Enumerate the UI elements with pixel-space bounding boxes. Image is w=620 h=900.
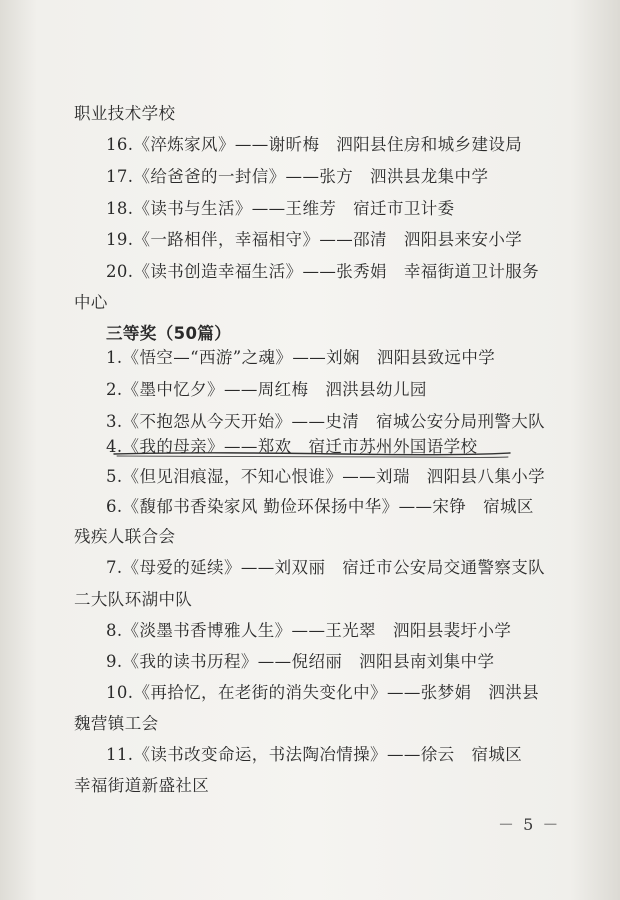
- section-heading-third-prize: 三等奖（50篇）: [106, 324, 232, 343]
- award-entry-6: 6.《馥郁书香染家风 勤俭环保扬中华》——宋铮 宿城区: [106, 497, 534, 516]
- award-entry-19: 19.《一路相伴，幸福相守》——邵清 泗阳县来安小学: [106, 230, 523, 249]
- award-entry-16: 16.《淬炼家风》——谢昕梅 泗阳县住房和城乡建设局: [106, 135, 523, 154]
- award-entry-2: 2.《墨中忆夕》——周红梅 泗洪县幼儿园: [106, 380, 427, 399]
- award-entry-20: 20.《读书创造幸福生活》——张秀娟 幸福街道卫计服务: [106, 262, 540, 281]
- award-entry-18: 18.《读书与生活》——王维芳 宿迁市卫计委: [106, 199, 455, 218]
- award-entry-9: 9.《我的读书历程》——倪绍丽 泗阳县南刘集中学: [106, 652, 495, 671]
- award-entry-6-continuation: 残疾人联合会: [74, 527, 176, 546]
- award-entry-1: 1.《悟空—“西游”之魂》——刘娴 泗阳县致远中学: [106, 348, 496, 367]
- award-entry-11-continuation: 幸福街道新盛社区: [74, 776, 210, 795]
- text-line-continuation: 职业技术学校: [74, 104, 176, 123]
- award-entry-8: 8.《淡墨书香博雅人生》——王光翠 泗阳县裴圩小学: [106, 621, 512, 640]
- award-entry-17: 17.《给爸爸的一封信》——张方 泗洪县龙集中学: [106, 167, 489, 186]
- award-entry-4: 4.《我的母亲》——郑欢 宿迁市苏州外国语学校: [106, 437, 478, 456]
- award-entry-7: 7.《母爱的延续》——刘双丽 宿迁市公安局交通警察支队: [106, 558, 546, 577]
- award-entry-7-continuation: 二大队环湖中队: [74, 590, 193, 609]
- award-entry-3: 3.《不抱怨从今天开始》——史清 宿城公安分局刑警大队: [106, 412, 546, 431]
- award-entry-10-continuation: 魏营镇工会: [74, 714, 159, 733]
- award-entry-11: 11.《读书改变命运，书法陶冶情操》——徐云 宿城区: [106, 745, 523, 764]
- award-entry-20-continuation: 中心: [74, 293, 108, 312]
- award-entry-10: 10.《再拾忆，在老街的消失变化中》——张梦娟 泗洪县: [106, 683, 540, 702]
- award-entry-5: 5.《但见泪痕湿，不知心恨谁》——刘瑞 泗阳县八集小学: [106, 467, 546, 486]
- page-number: － 5 －: [498, 815, 561, 834]
